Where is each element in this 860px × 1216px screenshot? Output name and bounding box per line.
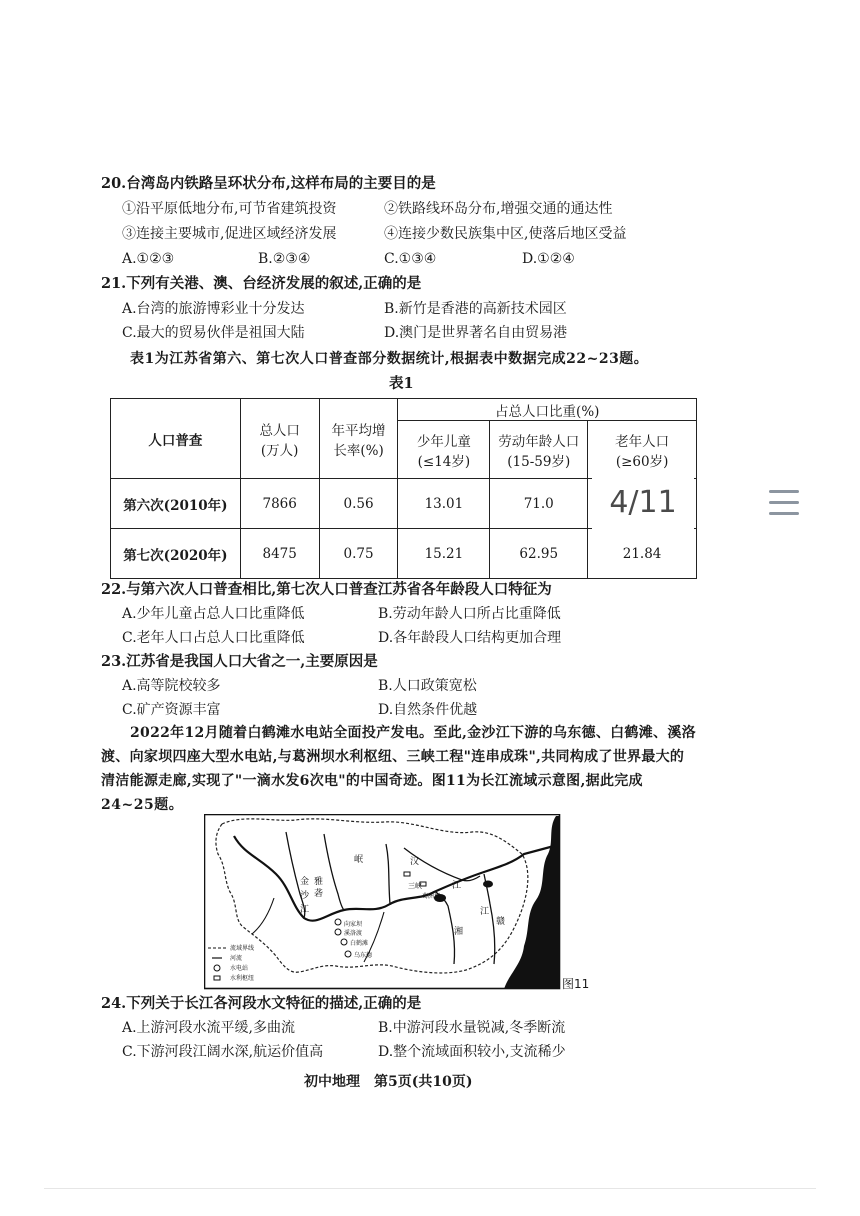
cell-children: 13.01 <box>398 479 490 529</box>
cell-census: 第六次(2010年) <box>111 479 241 529</box>
label-min: 岷 <box>354 855 364 865</box>
q21-option-d: D.澳门是世界著名自由贸易港 <box>384 325 568 341</box>
q22-option-c: C.老年人口占总人口比重降低 <box>122 630 305 646</box>
label-xiang: 湘 <box>454 927 464 937</box>
q22-stem: 22.与第六次人口普查相比,第七次人口普查江苏省各年龄段人口特征为 <box>101 581 552 598</box>
svg-text:流域界线: 流域界线 <box>230 945 255 952</box>
label-baihe: 白鹤滩 <box>350 940 369 947</box>
q24-option-d: D.整个流域面积较小,支流稀少 <box>378 1044 566 1060</box>
cell-working: 71.0 <box>490 479 588 529</box>
q20-statement-4: ④连接少数民族集中区,使落后地区受益 <box>384 226 627 242</box>
svg-text:水电站: 水电站 <box>230 965 249 972</box>
cell-children: 15.21 <box>398 529 490 579</box>
label-gezhou: 葛洲坝 <box>422 893 441 900</box>
label-jiang2: 江 <box>452 881 462 891</box>
q20-statement-2: ②铁路线环岛分布,增强交通的通达性 <box>384 201 613 217</box>
q21-option-b: B.新竹是香港的高新技术园区 <box>384 301 567 317</box>
divider <box>44 1188 816 1189</box>
q20-option-a: A.①②③ <box>122 251 175 267</box>
label-xiluo: 溪洛渡 <box>344 930 363 937</box>
header-census: 人口普查 <box>111 399 241 479</box>
q24-stem: 24.下列关于长江各河段水文特征的描述,正确的是 <box>101 995 422 1012</box>
table-intro: 表1为江苏省第六、第七次人口普查部分数据统计,根据表中数据完成22~23题。 <box>130 351 649 367</box>
header-working-age: 劳动年龄人口 (15-59岁) <box>490 421 588 479</box>
label-long: 砻 <box>314 889 324 899</box>
q20-option-b: B.②③④ <box>258 251 311 267</box>
cell-total: 7866 <box>240 479 319 529</box>
cell-growth: 0.56 <box>319 479 398 529</box>
label-sanxia: 三峡 <box>408 882 422 890</box>
q23-stem: 23.江苏省是我国人口大省之一,主要原因是 <box>101 653 378 670</box>
passage-line-2: 渡、向家坝四座大型水电站,与葛洲坝水利枢纽、三峡工程"连串成珠",共同构成了世界最大的 <box>101 749 685 765</box>
cell-growth: 0.75 <box>319 529 398 579</box>
label-sha: 沙 <box>300 891 310 901</box>
map-frame <box>205 815 560 989</box>
q23-option-d: D.自然条件优越 <box>378 702 478 718</box>
header-elderly: 老年人口 (≥60岁) <box>588 421 697 479</box>
label-jin: 金 <box>300 877 310 887</box>
label-xiangjia: 向家坝 <box>344 921 363 928</box>
cell-elderly: 21.84 <box>588 529 697 579</box>
lake-poyang <box>483 881 493 888</box>
q24-option-b: B.中游河段水量锐减,冬季断流 <box>378 1020 566 1036</box>
q24-option-c: C.下游河段江阔水深,航运价值高 <box>122 1044 324 1060</box>
q23-option-a: A.高等院校较多 <box>122 678 221 694</box>
yangtze-basin-map <box>204 814 570 994</box>
q22-option-d: D.各年龄段人口结构更加合理 <box>378 630 562 646</box>
label-jiang: 江 <box>300 905 310 915</box>
figure-label: 图11 <box>562 977 590 991</box>
table-caption: 表1 <box>389 375 414 392</box>
label-gan: 赣 <box>496 917 506 927</box>
label-wudong: 乌东德 <box>354 952 373 959</box>
q23-option-b: B.人口政策宽松 <box>378 678 477 694</box>
passage-line-4: 24~25题。 <box>101 797 184 813</box>
label-ya: 雅 <box>314 877 324 887</box>
q20-statement-1: ①沿平原低地分布,可节省建筑投资 <box>122 201 337 217</box>
q22-option-a: A.少年儿童占总人口比重降低 <box>122 606 305 622</box>
q22-option-b: B.劳动年龄人口所占比重降低 <box>378 606 561 622</box>
header-population-share: 占总人口比重(%) <box>398 399 697 421</box>
svg-text:水利枢纽: 水利枢纽 <box>230 975 255 982</box>
page-indicator: 4/11 <box>592 474 694 530</box>
header-children: 少年儿童 (≤14岁) <box>398 421 490 479</box>
cell-working: 62.95 <box>490 529 588 579</box>
table-row <box>111 529 697 579</box>
menu-icon[interactable] <box>769 490 799 516</box>
cell-census: 第七次(2020年) <box>111 529 241 579</box>
svg-text:河流: 河流 <box>230 955 243 962</box>
header-growth-rate: 年平均增 长率(%) <box>319 399 398 479</box>
q21-option-c: C.最大的贸易伙伴是祖国大陆 <box>122 325 305 341</box>
page-footer: 初中地理 第5页(共10页) <box>304 1074 473 1090</box>
q20-statement-3: ③连接主要城市,促进区域经济发展 <box>122 226 337 242</box>
q24-option-a: A.上游河段水流平缓,多曲流 <box>122 1020 296 1036</box>
q20-option-d: D.①②④ <box>522 251 575 267</box>
q21-option-a: A.台湾的旅游博彩业十分发达 <box>122 301 305 317</box>
q21-stem: 21.下列有关港、澳、台经济发展的叙述,正确的是 <box>101 275 422 292</box>
label-jiang3: 江 <box>480 907 490 917</box>
header-total-population: 总人口 (万人) <box>240 399 319 479</box>
q23-option-c: C.矿产资源丰富 <box>122 702 221 718</box>
passage-line-3: 清洁能源走廊,实现了"一滴水发6次电"的中国奇迹。图11为长江流域示意图,据此完成 <box>101 773 643 789</box>
label-han: 汉 <box>410 857 420 867</box>
q20-option-c: C.①③④ <box>384 251 437 267</box>
q20-stem: 20.台湾岛内铁路呈环状分布,这样布局的主要目的是 <box>101 175 436 192</box>
cell-total: 8475 <box>240 529 319 579</box>
passage-line-1: 2022年12月随着白鹤滩水电站全面投产发电。至此,金沙江下游的乌东德、白鹤滩、溪洛 <box>130 725 696 741</box>
